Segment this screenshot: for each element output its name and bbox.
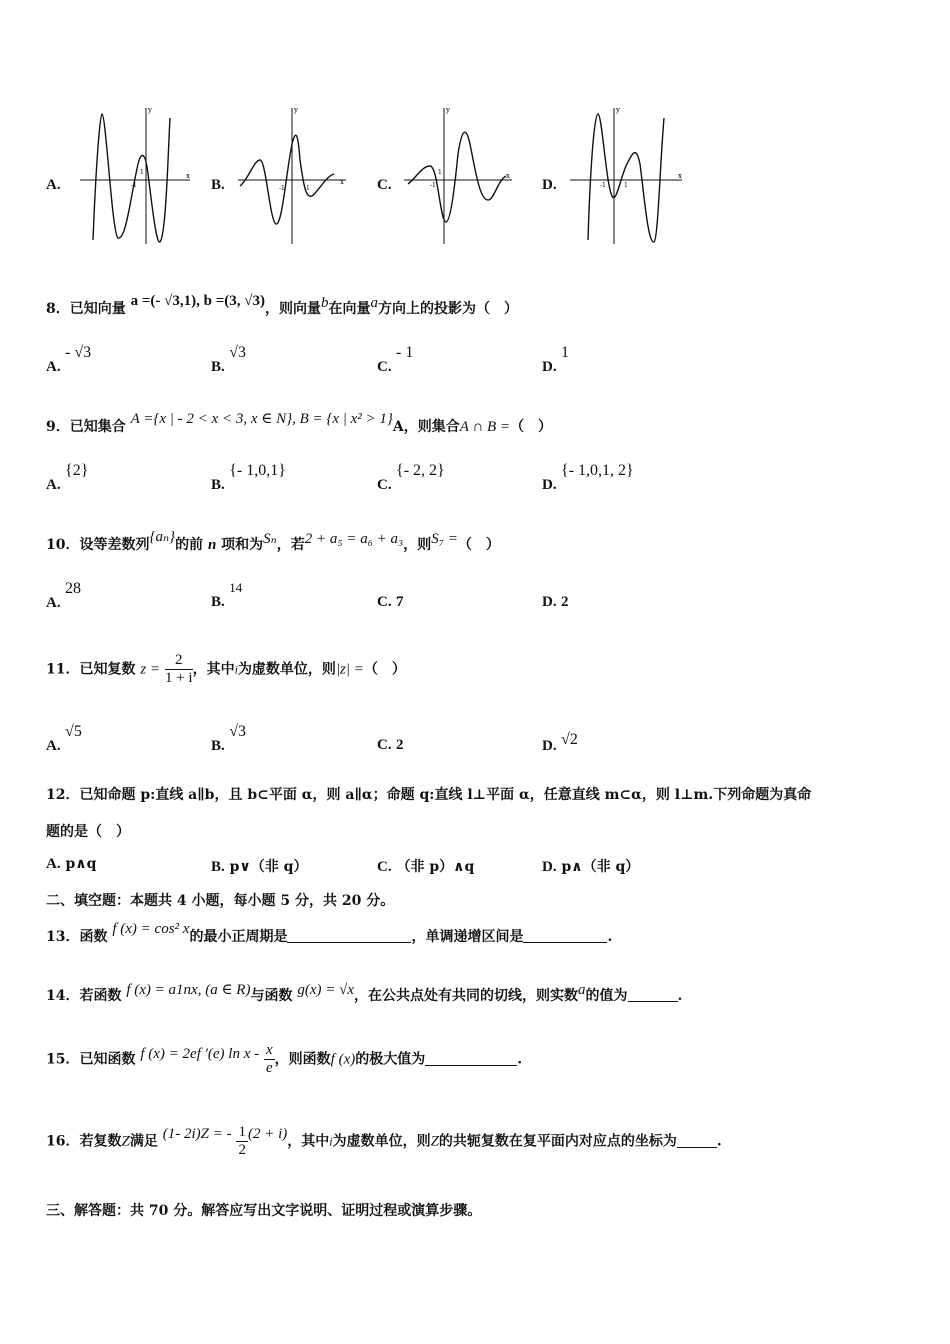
question-8 bbox=[46, 293, 519, 318]
q9-text: 已知集合 bbox=[69, 419, 126, 435]
q10-text-3: 项和为 bbox=[221, 537, 264, 553]
q16-text-2: ，其中 bbox=[287, 1133, 330, 1150]
q12-option-a: A. p∧q bbox=[46, 856, 97, 872]
q10-text-6: （ ） bbox=[457, 537, 500, 553]
q9-text-3: （ ） bbox=[510, 419, 553, 435]
q16-number: 16．若复数 bbox=[46, 1133, 122, 1150]
graph-c-x-label: x bbox=[506, 172, 510, 180]
q14-a: a bbox=[578, 982, 586, 998]
graph-b-neg-one: -1 bbox=[279, 185, 285, 192]
graph-d-y-label: y bbox=[616, 106, 620, 114]
graph-d bbox=[566, 104, 686, 246]
option-a-label: A. bbox=[46, 177, 61, 193]
q14-function-f: f (x) = a1nx, (a ∈ R) bbox=[126, 982, 251, 998]
q15-blank[interactable] bbox=[425, 1051, 517, 1066]
q8-text-4: 方向上的投影为（ ） bbox=[378, 301, 519, 317]
graph-b bbox=[234, 104, 354, 246]
q9-option-c: C. {- 2, 2} bbox=[377, 462, 445, 493]
graph-a-one: 1 bbox=[140, 169, 144, 176]
q8-text-2: ，则向量 bbox=[265, 301, 322, 317]
q16-fraction: $\frac{1}{2}$ bbox=[238, 1124, 246, 1158]
q9-number: 9． bbox=[46, 419, 70, 435]
q13-blank-1[interactable] bbox=[287, 928, 411, 943]
q11-text-4: （ ） bbox=[363, 661, 406, 678]
q14-blank[interactable] bbox=[628, 987, 678, 1002]
q16-text-5: . bbox=[716, 1133, 722, 1150]
q9-option-b: B. {- 1,0,1} bbox=[211, 462, 286, 493]
q14-text-4: . bbox=[677, 988, 683, 1004]
q10-text-5: ，则 bbox=[403, 537, 432, 553]
graph-b-x-label: x bbox=[340, 178, 344, 186]
q10-s7: S₇ = bbox=[431, 531, 458, 547]
q11-i: i bbox=[234, 662, 238, 677]
q10-option-c: C. 7 bbox=[377, 594, 404, 610]
option-c-label: C. bbox=[377, 177, 392, 193]
q15-function: f (x) = 2ef ′(e) ln x - bbox=[140, 1045, 260, 1062]
q10-n: n bbox=[207, 537, 217, 553]
q11-abs: |z| = bbox=[335, 661, 364, 678]
q15-fraction: $\frac{x}{e}$ bbox=[266, 1042, 273, 1076]
q16-lhs: (1- 2i)Z = - bbox=[162, 1125, 232, 1142]
q15-number: 15．已知函数 bbox=[46, 1051, 136, 1068]
q13-function: f (x) = cos² x bbox=[112, 921, 190, 937]
q8-option-d: D. 1 bbox=[542, 344, 570, 375]
q9-option-d: D. {- 1,0,1, 2} bbox=[542, 462, 634, 493]
q16-z: Z bbox=[121, 1133, 130, 1150]
q8-vectors: a =(- √3,1), b =(3, √3) bbox=[130, 293, 266, 309]
q8-a: a bbox=[370, 295, 379, 311]
question-10 bbox=[46, 529, 500, 554]
q9-sets: A ={x | - 2 < x < 3, x ∈ N}, B = {x | x² > 1} bbox=[130, 411, 393, 427]
q14-text: 与函数 bbox=[250, 988, 293, 1004]
q16-z-2: Z bbox=[430, 1133, 439, 1150]
q11-text-2: ，其中 bbox=[192, 661, 235, 678]
graph-a-neg-one: -1 bbox=[131, 182, 137, 189]
q16-text-3: 为虚数单位，则 bbox=[332, 1133, 431, 1150]
q11-text-3: 为虚数单位，则 bbox=[237, 661, 336, 678]
q13-text-2: ，单调递增区间是 bbox=[411, 929, 524, 945]
q11-lhs: z = bbox=[140, 661, 161, 678]
q10-text: 设等差数列 bbox=[79, 537, 150, 553]
q11-fraction: $\frac{2}{1 + i}$ bbox=[164, 652, 193, 686]
graph-c-neg-one: -1 bbox=[430, 182, 436, 189]
q10-option-d: D. 2 bbox=[542, 594, 569, 610]
q11-option-c: C. 2 bbox=[377, 737, 404, 753]
q11-option-d: D. √2 bbox=[542, 731, 578, 754]
q14-text-2: ，在公共点处有共同的切线，则实数 bbox=[354, 988, 579, 1004]
q9-text-2: A，则集合 bbox=[392, 419, 460, 435]
q8-option-a: A. - √3 bbox=[46, 344, 92, 375]
q16-text: 满足 bbox=[129, 1133, 158, 1150]
q11-option-b: B. √3 bbox=[211, 723, 246, 754]
option-b-label: B. bbox=[211, 177, 225, 193]
q8-option-b: B. √3 bbox=[211, 344, 246, 375]
q10-text-2: 的前 bbox=[175, 537, 204, 553]
q8-text-3: 在向量 bbox=[328, 301, 371, 317]
q10-sn: Sₙ bbox=[263, 531, 277, 547]
q9-intersection: A ∩ B = bbox=[459, 419, 511, 435]
q13-text-3: . bbox=[607, 929, 613, 945]
q11-option-a: A. √5 bbox=[46, 723, 82, 754]
graph-a-x-label: x bbox=[186, 172, 190, 180]
graph-b-y-label: y bbox=[294, 106, 298, 114]
question-16 bbox=[46, 1124, 722, 1159]
q15-text-3: . bbox=[517, 1051, 523, 1068]
graph-c-one: 1 bbox=[438, 169, 442, 176]
q14-text-3: 的值为 bbox=[585, 988, 628, 1004]
q15-text: ，则函数 bbox=[274, 1051, 331, 1068]
graph-d-one: 1 bbox=[624, 182, 628, 189]
question-14 bbox=[46, 982, 683, 1005]
question-12-line-2: 题的是（ ） bbox=[46, 824, 130, 840]
graph-a-y-label: y bbox=[148, 106, 152, 114]
q13-blank-2[interactable] bbox=[523, 928, 607, 943]
q16-text-4: 的共轭复数在复平面内对应点的坐标为 bbox=[438, 1133, 677, 1150]
graph-b-one: 1 bbox=[306, 185, 310, 192]
q10-option-a: A. 28 bbox=[46, 580, 82, 611]
q16-i: i bbox=[329, 1134, 333, 1149]
q10-option-b: B. 14 bbox=[211, 580, 243, 610]
graph-d-neg-one: -1 bbox=[600, 182, 606, 189]
q10-sequence: {aₙ} bbox=[149, 529, 176, 545]
q8-number: 8． bbox=[46, 301, 70, 317]
q10-condition: 2 + a₅ = a₆ + a₃ bbox=[304, 531, 404, 547]
q12-option-c: C. （非 p）∧q bbox=[377, 859, 475, 875]
question-11 bbox=[46, 652, 406, 687]
graph-a bbox=[76, 104, 196, 246]
section-2-heading: 二、填空题：本题共 4 小题，每小题 5 分，共 20 分。 bbox=[46, 893, 395, 909]
option-d-label: D. bbox=[542, 177, 557, 193]
q15-fx: f (x) bbox=[330, 1051, 356, 1068]
q8-text: 已知向量 bbox=[69, 301, 126, 317]
graph-d-x-label: x bbox=[678, 172, 682, 180]
q13-number: 13．函数 bbox=[46, 929, 108, 945]
q11-text: 已知复数 bbox=[79, 661, 136, 678]
q14-function-g: g(x) = √x bbox=[297, 982, 355, 998]
q16-blank[interactable] bbox=[677, 1133, 717, 1148]
q14-number: 14．若函数 bbox=[46, 988, 122, 1004]
q12-option-d: D. p∧（非 q） bbox=[542, 859, 640, 875]
q8-option-c: C. - 1 bbox=[377, 344, 414, 375]
graph-c bbox=[400, 104, 520, 246]
q8-b: b bbox=[321, 295, 329, 311]
q11-number: 11． bbox=[46, 661, 80, 678]
q16-rhs: (2 + i) bbox=[247, 1125, 288, 1142]
q10-text-4: ，若 bbox=[276, 537, 305, 553]
q15-text-2: 的极大值为 bbox=[355, 1051, 426, 1068]
question-12-line-1: 12．已知命题 p:直线 a∥b，且 b⊂平面 α，则 a∥α；命题 q:直线 l⊥平面 α，任意直线 m⊂α，则 l⊥m.下列命题为真命 bbox=[46, 787, 812, 803]
q12-option-b: B. p∨（非 q） bbox=[211, 859, 308, 875]
question-13 bbox=[46, 921, 613, 946]
section-3-heading: 三、解答题：共 70 分。解答应写出文字说明、证明过程或演算步骤。 bbox=[46, 1203, 482, 1219]
graph-c-y-label: y bbox=[446, 106, 450, 114]
question-9 bbox=[46, 411, 553, 436]
question-15 bbox=[46, 1042, 522, 1077]
q10-number: 10． bbox=[46, 537, 80, 553]
q13-text: 的最小正周期是 bbox=[189, 929, 288, 945]
q9-option-a: A. {2} bbox=[46, 462, 89, 493]
